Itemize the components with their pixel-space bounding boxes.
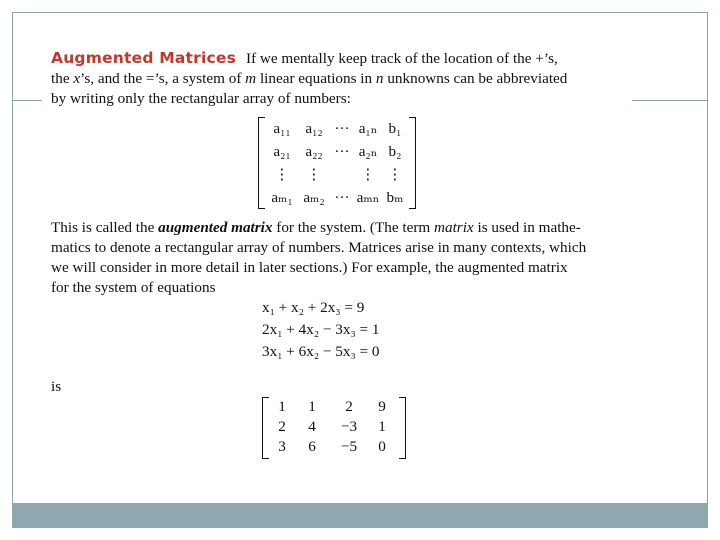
intro-paragraph: [51, 48, 626, 109]
matrix-cell: a₂₁: [273, 142, 291, 160]
body-text: for the system. (The term: [272, 219, 435, 236]
matrix-cell: aₘ₁: [271, 189, 293, 206]
var-m: m: [245, 70, 257, 87]
body-text: we will consider in more detail in later sections.) For example, the augmented matrix: [51, 259, 568, 276]
matrix-cell: 2: [345, 398, 353, 415]
left-bracket: [262, 397, 269, 459]
intro-text: linear equations in: [256, 70, 376, 87]
footer-bar: [12, 503, 708, 528]
matrix-cell: a₁₂: [305, 119, 323, 137]
term-augmented-matrix: augmented matrix: [158, 219, 273, 236]
matrix-cell: [330, 163, 354, 186]
is-text: is: [51, 378, 62, 395]
augmented-definition-paragraph: [51, 218, 626, 298]
divider-left: [12, 100, 42, 101]
intro-text: If we mentally keep track of the location of the +’s,: [246, 50, 558, 67]
section-heading: Augmented Matrices: [51, 49, 237, 67]
matrix-cell: 1: [308, 398, 316, 415]
intro-text: ’s, and the =’s, a system of: [80, 70, 246, 87]
body-text: for the system of equations: [51, 279, 216, 296]
body-text: This is called the: [51, 219, 159, 236]
matrix-cell: a₁₁: [273, 119, 291, 137]
matrix-entries: [270, 397, 396, 457]
matrix-cell: a₁ₙ: [358, 120, 378, 137]
equation-system: [262, 297, 380, 363]
term-matrix: matrix: [434, 219, 474, 236]
matrix-cell: bₘ: [386, 189, 404, 206]
matrix-cell: 1: [378, 418, 386, 435]
matrix-cell: −3: [340, 418, 358, 435]
matrix-cell: ⋮: [306, 166, 322, 183]
var-x: x: [73, 70, 81, 87]
right-bracket: [409, 117, 416, 209]
equation-row: x₁ + x₂ + 2x₃ = 9: [262, 299, 365, 316]
matrix-cell: 9: [378, 398, 386, 415]
matrix-row: [266, 117, 408, 140]
matrix-cell: ⋮: [360, 166, 376, 183]
matrix-row: [266, 163, 408, 186]
body-text: is used in mathe-: [473, 219, 581, 236]
equation-row: 2x₁ + 4x₂ − 3x₃ = 1: [262, 321, 380, 338]
example-augmented-matrix: [262, 397, 406, 459]
body-text: matics to denote a rectangular array of numbers. Matrices arise in many contexts, which: [51, 239, 587, 256]
matrix-row: [270, 437, 396, 457]
divider-right: [632, 100, 708, 101]
matrix-cell: a₂₂: [305, 142, 323, 160]
matrix-cell: ⋮: [387, 166, 403, 183]
intro-text: by writing only the rectangular array of numbers:: [51, 90, 351, 107]
right-bracket: [399, 397, 406, 459]
matrix-row: [270, 397, 396, 417]
matrix-cell: 1: [278, 398, 286, 415]
left-bracket: [258, 117, 265, 209]
matrix-cell: ⋮: [274, 166, 290, 183]
matrix-cell: aₘ₂: [303, 189, 325, 206]
var-n: n: [375, 70, 384, 87]
matrix-row: [266, 186, 408, 209]
matrix-cell: −5: [340, 438, 358, 455]
matrix-cell: a₂ₙ: [358, 143, 378, 160]
matrix-cell: 3: [278, 438, 286, 455]
matrix-cell: b₂: [388, 142, 402, 160]
matrix-cell: ···: [334, 188, 350, 206]
matrix-cell: ···: [334, 119, 350, 137]
matrix-row: [266, 140, 408, 163]
matrix-entries: [266, 117, 408, 209]
matrix-cell: 4: [308, 418, 316, 435]
general-augmented-matrix: [258, 117, 416, 209]
equation-row: 3x₁ + 6x₂ − 5x₃ = 0: [262, 343, 380, 360]
matrix-row: [270, 417, 396, 437]
matrix-cell: 6: [308, 438, 316, 455]
intro-text: unknowns can be abbreviated: [383, 70, 568, 87]
matrix-cell: ···: [334, 142, 350, 160]
matrix-cell: 0: [378, 438, 386, 455]
matrix-cell: 2: [278, 418, 286, 435]
matrix-cell: b₁: [388, 119, 402, 137]
matrix-cell: aₘₙ: [356, 189, 380, 206]
intro-text: the: [51, 70, 74, 87]
